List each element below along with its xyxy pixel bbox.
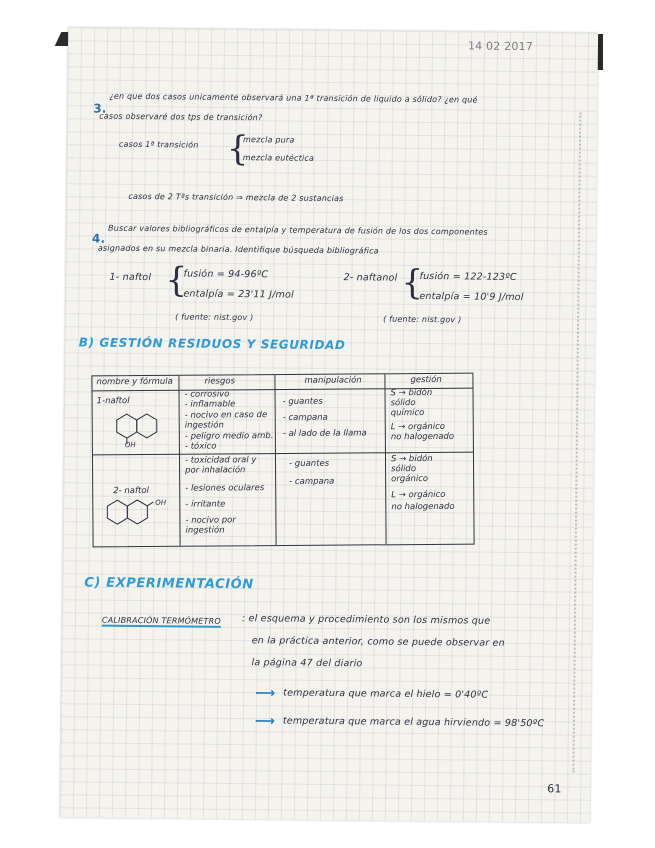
right-source: ( fuente: nist.gov ) xyxy=(383,314,462,325)
row2-risk: - toxicidad oral y xyxy=(184,455,257,466)
table-header-management: gestión xyxy=(410,374,442,386)
row2-risk: por inhalación xyxy=(185,465,246,476)
question-3-line1: ¿en que dos casos unicamente observará una 1ª transición de liquido a sólido? ¿en qué xyxy=(109,91,478,105)
row1-risk: - inflamable xyxy=(184,399,236,410)
right-fusion: fusión = 122-123ºC xyxy=(419,270,517,283)
ice-temperature: temperatura que marca el hielo = 0'40ºC xyxy=(283,687,489,701)
brace-icon: { xyxy=(226,128,249,170)
row2-handling: - campana xyxy=(289,476,335,487)
section-c-line1: : el esquema y procedimiento son los mismos que xyxy=(241,613,491,627)
row1-risk: - tóxico xyxy=(184,441,217,452)
right-compound-name: 2- naftanol xyxy=(343,272,398,284)
row1-risk: - peligro medio amb. xyxy=(184,431,274,442)
row1-name: 1-naftol xyxy=(96,396,130,407)
arrow-right-icon: ⟶ xyxy=(255,685,276,702)
table-divider xyxy=(178,376,180,546)
question-3-case1-option1: mezcla pura xyxy=(242,135,295,145)
table-divider xyxy=(274,375,276,545)
page-number: 61 xyxy=(547,782,562,796)
row2-risk: ingestión xyxy=(185,525,225,536)
row1-handling: - campana xyxy=(282,412,328,424)
row2-management: orgánico xyxy=(391,473,429,485)
left-source: ( fuente: nist.gov ) xyxy=(175,312,254,323)
section-b-title: B) GESTIÓN RESIDUOS Y SEGURIDAD xyxy=(78,335,346,353)
brace-icon: { xyxy=(165,260,188,301)
question-4-line1: Buscar valores bibliográficos de entalpía y temperatura de fusión de los dos componentes xyxy=(108,223,488,237)
row1-management: químico xyxy=(390,408,425,419)
margin-dots xyxy=(572,113,583,773)
safety-table xyxy=(91,373,474,548)
row1-management: L → orgánico xyxy=(390,421,445,433)
row1-handling: - guantes xyxy=(282,396,323,408)
question-3-line2: casos observaré dos tps de transición? xyxy=(99,111,263,123)
question-3-case1-label: casos 1ª transición xyxy=(118,139,199,150)
question-4-number: 4. xyxy=(91,231,106,246)
row2-risk: - nocivo por xyxy=(185,515,236,526)
row2-handling: - guantes xyxy=(288,458,330,469)
row1-management: sólido xyxy=(390,398,416,409)
row1-management: no halogenado xyxy=(390,431,455,443)
question-3-case1-option2: mezcla eutéctica xyxy=(242,153,315,163)
right-enthalpy: entalpía = 10'9 J/mol xyxy=(419,290,524,304)
table-header-name: nombre y fórmula xyxy=(96,376,173,388)
section-c-subtitle: CALIBRACIÓN TERMÓMETRO xyxy=(101,615,221,626)
row2-risk: - lesiones oculares xyxy=(185,483,265,494)
brace-icon: { xyxy=(401,262,424,303)
left-enthalpy: entalpía = 23'11 J/mol xyxy=(183,288,294,301)
row2-formula-label: OH xyxy=(155,498,167,507)
table-divider xyxy=(384,374,386,544)
table-header-handling: manipulación xyxy=(304,375,362,386)
question-3-number: 3. xyxy=(93,101,107,116)
question-4-line2: asignados en su mezcla binaria. Identifique búsqueda bibliográfica xyxy=(97,243,379,256)
row2-management: S → bidón xyxy=(390,453,433,465)
left-compound-name: 1- naftol xyxy=(109,271,152,284)
row2-management: no halogenado xyxy=(391,501,455,513)
section-c-title: C) EXPERIMENTACIÓN xyxy=(84,575,254,593)
question-3-case2: casos de 2 Tªs transición ⇒ mezcla de 2 sustancias xyxy=(128,191,344,204)
arrow-right-icon: ⟶ xyxy=(254,713,276,730)
row2-management: L → orgánico xyxy=(391,489,446,501)
boiling-temperature: temperatura que marca el agua hirviendo = 98'50ºC xyxy=(282,715,545,730)
row1-risk: ingestión xyxy=(184,420,224,431)
table-header-risks: riesgos xyxy=(204,376,236,387)
section-c-line2: en la práctica anterior, como se puede observar en xyxy=(251,635,505,649)
row2-risk: - irritante xyxy=(185,499,226,510)
row2-management: sólido xyxy=(391,464,417,475)
row1-risk: - corrosivo xyxy=(184,389,230,400)
left-fusion: fusión = 94-96ºC xyxy=(183,268,269,281)
row1-management: S → bidón xyxy=(390,387,433,399)
row2-name: 2- naftol xyxy=(113,485,149,497)
section-c-line3: la página 47 del diario xyxy=(251,657,363,670)
row1-formula-label: OH xyxy=(124,441,136,450)
row1-risk: - nocivo en caso de xyxy=(184,410,268,421)
row1-handling: - al lado de la llama xyxy=(282,428,367,440)
page-date: 14 02 2017 xyxy=(467,39,534,54)
